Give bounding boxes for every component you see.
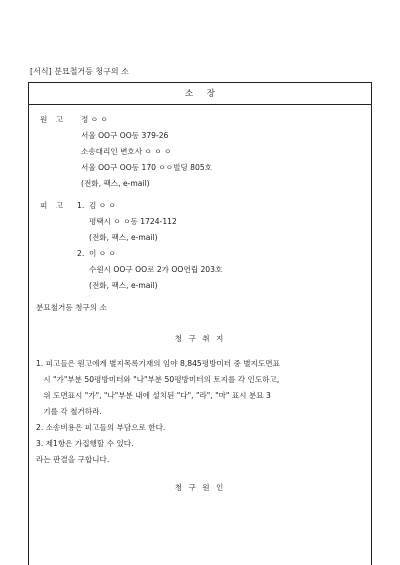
- claim-line: 1. 피고들은 원고에게 별지목록기재의 임야 8,845평방미터 중 별지도면표: [36, 359, 280, 368]
- claim-line: 시 "가"부분 50평방미터와 "나"부분 50평방미터의 토지를 각 인도하고,: [36, 375, 280, 384]
- plaintiff-role: 원 고: [40, 115, 67, 124]
- claim-line: 위 도면표시 "가", "나"부분 내에 설치된 "다", "라", "마" 표시 분묘 3: [36, 391, 271, 400]
- defendant-2-number: 2.: [77, 249, 85, 258]
- defendant-1-address: 평택시 ㅇ ㅇ동 1724-112: [89, 217, 177, 226]
- defendant-1-number: 1.: [77, 201, 85, 210]
- claim-line: 기를 각 철거하라.: [36, 407, 102, 416]
- case-name: 분묘철거등 청구의 소: [36, 303, 107, 312]
- defendant-role: 피 고: [40, 201, 67, 210]
- claim-line: 3. 제1항은 가집행할 수 있다.: [36, 439, 134, 448]
- defendant-2-address: 수원시 OO구 OO로 2가 OO연립 203호: [89, 265, 223, 274]
- defendant-1-contact: (전화, 팩스, e-mail): [89, 233, 158, 242]
- defendant-2-name: 이 ㅇ ㅇ: [89, 249, 116, 258]
- defendant-1-name: 김 ㅇ ㅇ: [89, 201, 116, 210]
- cause-heading: 청 구 원 인: [174, 483, 226, 492]
- plaintiff-contact: (전화, 팩스, e-mail): [81, 179, 150, 188]
- claim-line: 라는 판결을 구합니다.: [36, 455, 110, 464]
- plaintiff-name: 정 ㅇ ㅇ: [81, 115, 108, 124]
- plaintiff-attorney: 소송대리인 변호사 ㅇ ㅇ ㅇ: [81, 147, 172, 156]
- plaintiff-address: 서울 OO구 OO동 379-26: [81, 131, 169, 140]
- form-label: [서식] 분묘철거등 청구의 소: [30, 67, 129, 76]
- defendant-2-contact: (전화, 팩스, e-mail): [89, 281, 158, 290]
- claim-line: 2. 소송비용은 피고들의 부담으로 한다.: [36, 423, 166, 432]
- attorney-office: 서울 OO구 OO동 170 ㅇㅇ빌딩 805호: [81, 163, 212, 172]
- document-title: 소 장: [29, 83, 371, 105]
- complaint-box: [28, 82, 372, 565]
- claim-heading: 청 구 취 지: [174, 334, 226, 343]
